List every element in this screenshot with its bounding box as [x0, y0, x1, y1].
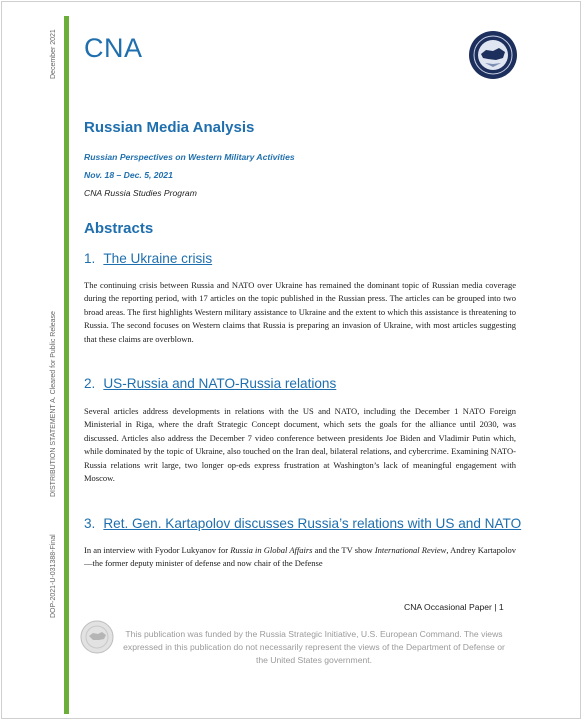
program-name: CNA Russia Studies Program	[84, 188, 197, 198]
section-link[interactable]: The Ukraine crisis	[103, 251, 213, 266]
page-title: Russian Media Analysis	[84, 119, 255, 136]
side-document-id: DOP-2021-U-031388-Final	[50, 534, 57, 618]
date-range: Nov. 18 – Dec. 5, 2021	[84, 170, 173, 180]
section-heading	[84, 251, 212, 266]
page-subtitle: Russian Perspectives on Western Military Activities	[84, 152, 295, 162]
publication-title: Russia in Global Affairs	[230, 545, 313, 555]
funding-disclaimer: This publication was funded by the Russia Strategic Initiative, U.S. European Command. The views expressed in this publication do not necessarily represent the views of the Department of Defense or the United States government.	[123, 629, 505, 665]
section-heading	[84, 376, 336, 391]
section-link[interactable]: US-Russia and NATO-Russia relations	[103, 376, 337, 391]
page-label: CNA Occasional Paper | 1	[404, 602, 504, 612]
section-heading	[84, 516, 521, 531]
section-number: 2.	[84, 376, 96, 391]
section-number: 3.	[84, 516, 96, 531]
section-link[interactable]: Ret. Gen. Kartapolov discusses Russia’s relations with US and NATO	[103, 516, 522, 531]
abstract-text: , Andrey Kartapolov—the former deputy minister of defense and now chair of the Defense	[84, 545, 517, 569]
section-abstract: The continuing crisis between Russia and NATO over Ukraine has remained the dominant topic of Russian media coverage during the reporting period, with 17 articles on the topic published in the Russian press. The articles can be grouped into two broad areas. The first highlights Western military assistance to Ukraine and the extent to which this assistance is threatening to Russia. The second focuses on Western claims that Russia is preparing an invasion of Ukraine, with most articles suggesting that these claims are overblown.	[84, 280, 516, 344]
side-date: December 2021	[50, 29, 57, 79]
section-abstract: Several articles address developments in relations with the US and NATO, including the December 1 NATO Foreign Ministerial in Riga, where the draft Strategic Concept document, which sets the goals for the alliance until 2030, was discussed. Articles also address the December 7 video conference between presidents Joe Biden and Vladimir Putin which, while dominated by the topic of Ukraine, also touched on the Iran deal, bilateral relations, and cybercrime. Examining NATO-Russia relations writ large, two longer op-eds express frustration at Washington’s lack of meaningful engagement with Moscow.	[84, 406, 516, 484]
cna-logo: CNA	[84, 33, 143, 63]
section-abstract	[84, 544, 516, 571]
funding-seal-icon	[80, 620, 114, 654]
section-number: 1.	[84, 251, 96, 266]
accent-bar	[64, 16, 69, 714]
abstract-text: and the TV show	[312, 545, 375, 555]
abstract-text: In an interview with Fyodor Lukyanov for	[84, 545, 231, 555]
side-distribution-statement: DISTRIBUTION STATEMENT A. Cleared for Public Release	[50, 311, 57, 497]
russia-studies-seal-icon	[468, 30, 518, 80]
show-title: International Review	[374, 545, 447, 555]
abstracts-heading: Abstracts	[84, 220, 154, 237]
